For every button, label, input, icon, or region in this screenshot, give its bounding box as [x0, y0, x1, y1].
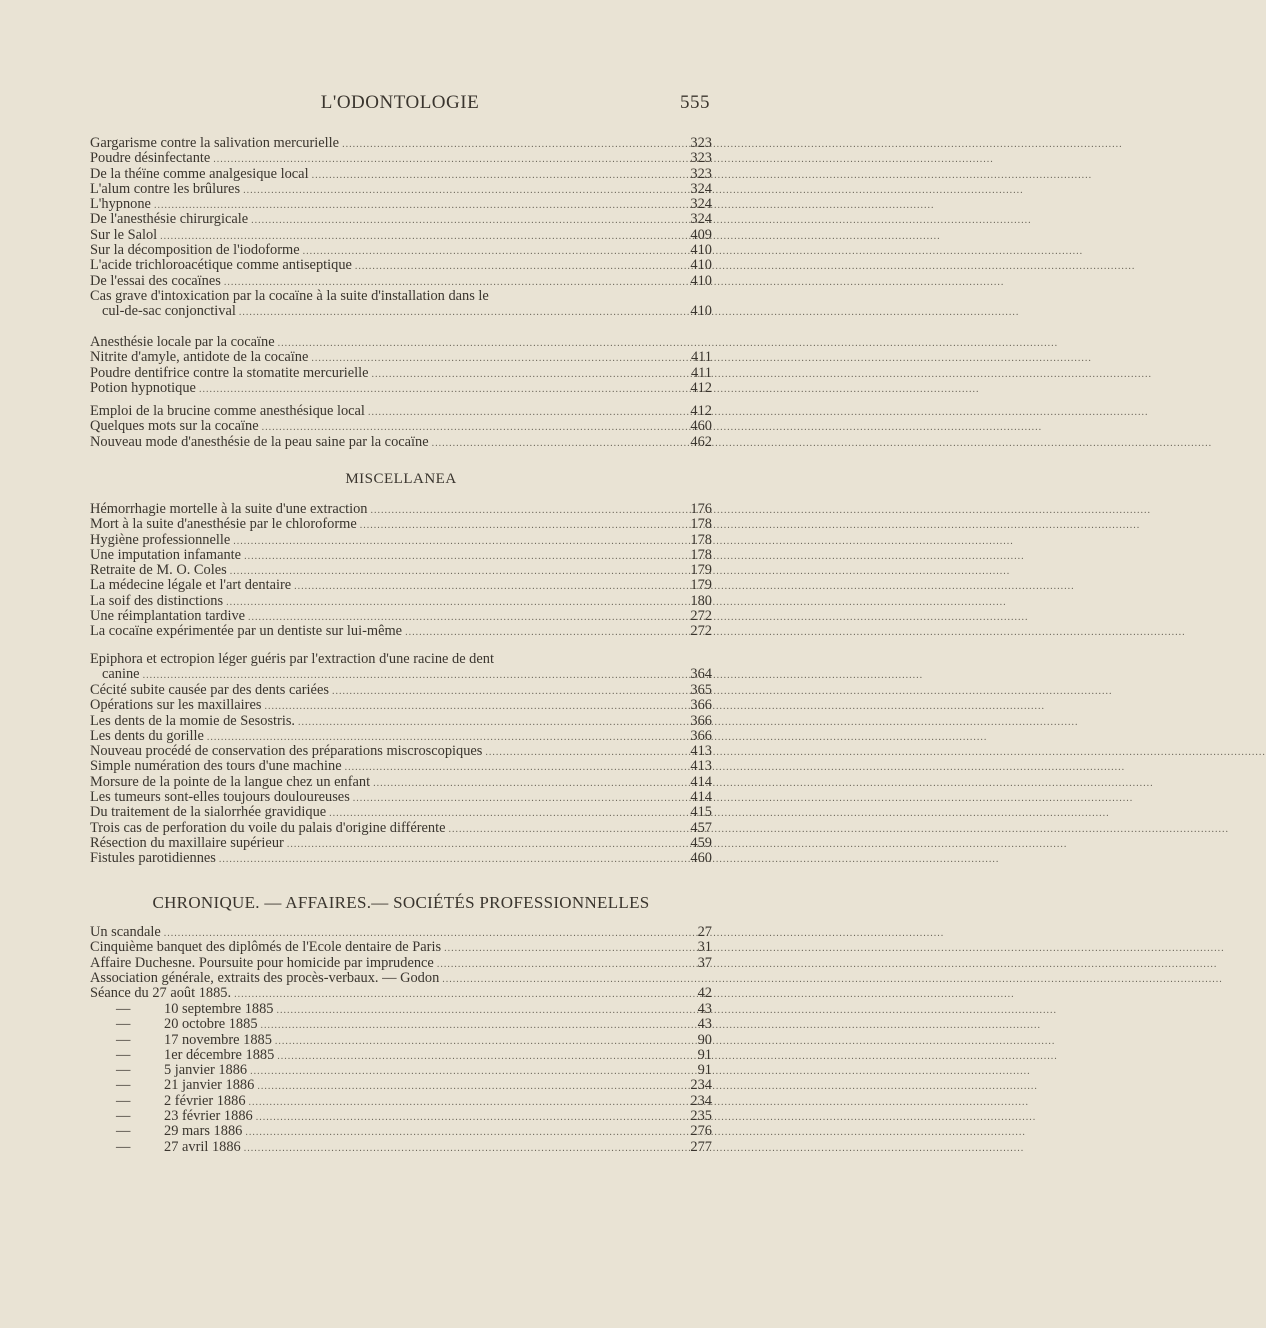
toc-entry-text: canine — [102, 666, 140, 683]
leader-dots — [239, 305, 675, 320]
toc-entry-text: Nitrite d'amyle, antidote de la cocaïne — [90, 349, 309, 366]
toc-entry — [90, 683, 712, 698]
toc-page-number: 178 — [690, 546, 712, 563]
toc-page-number: 410 — [690, 242, 712, 259]
leader-dots — [249, 1095, 675, 1110]
toc-entry-text: Sur la décomposition de l'iodoforme — [90, 242, 300, 259]
toc-page-number: 272 — [690, 608, 712, 625]
leader-dots — [355, 259, 675, 274]
toc-entry-text: L'acide trichloroacétique comme antiseptique — [90, 257, 352, 274]
toc-page-number: 460 — [690, 418, 712, 435]
toc-entry — [90, 836, 712, 851]
toc-page-number: 415 — [690, 804, 712, 821]
toc-entry — [90, 759, 712, 774]
toc-entry-text: 1er décembre 1885 — [164, 1046, 275, 1063]
leader-dots — [234, 987, 675, 1002]
toc-entry-text: De l'anesthésie chirurgicale — [90, 211, 249, 228]
toc-entry — [90, 1002, 712, 1017]
toc-entry-text: 27 avril 1886 — [164, 1138, 241, 1155]
toc-entry-text: cul-de-sac conjonctival — [102, 303, 236, 320]
leader-dots — [360, 518, 675, 533]
toc-entry-text: Cinquième banquet des diplômés de l'Ecole dentaire de Paris — [90, 939, 442, 956]
leader-dots — [294, 579, 675, 594]
leader-dots — [372, 367, 675, 382]
toc-page-number: 365 — [690, 682, 712, 698]
ditto-dash: — — [116, 1092, 131, 1109]
toc-entry-text: Gargarisme contre la salivation mercurielle — [90, 135, 340, 151]
leader-dots — [353, 791, 675, 806]
toc-page-number: 413 — [690, 743, 712, 760]
toc-entry-text: La cocaïne expérimentée par un dentiste sur lui-même — [90, 623, 403, 640]
toc-entry — [90, 1033, 712, 1048]
leader-dots — [345, 760, 675, 775]
toc-page-number: 414 — [690, 789, 712, 806]
toc-entry — [90, 212, 712, 227]
ditto-dash: — — [116, 1001, 131, 1017]
toc-page-number: 410 — [690, 257, 712, 274]
toc-page-number: 176 — [690, 501, 712, 517]
toc-entry — [90, 1048, 712, 1063]
toc-entry-text: Les tumeurs sont-elles toujours douloureuses — [90, 789, 350, 806]
toc-entry — [90, 667, 712, 682]
toc-entry — [90, 698, 712, 713]
toc-entry — [90, 714, 712, 729]
leader-dots — [277, 1003, 675, 1018]
toc-entry-label — [90, 1124, 242, 1139]
toc-entry — [90, 151, 712, 166]
leader-dots — [312, 168, 675, 183]
toc-entry — [90, 435, 712, 450]
toc-block-1 — [90, 136, 712, 289]
toc-entry-label — [90, 1048, 274, 1063]
toc-entry — [90, 1078, 712, 1093]
toc-page-number: 91 — [697, 1046, 712, 1063]
toc-entry — [90, 790, 712, 805]
leader-dots — [245, 1125, 675, 1140]
leader-dots — [277, 1049, 675, 1064]
toc-entry-text: Nouveau procédé de conservation des préparations miscroscopiques — [90, 743, 483, 760]
toc-page-number: 324 — [690, 196, 712, 213]
toc-entry — [90, 197, 712, 212]
toc-page-number: 413 — [690, 758, 712, 775]
toc-entry — [90, 350, 712, 365]
leader-dots — [298, 715, 675, 730]
toc-entry-text: 23 février 1886 — [164, 1108, 253, 1125]
toc-entry — [90, 956, 712, 971]
leader-dots — [275, 1034, 675, 1049]
miscellanea-wrapped-entry — [90, 652, 712, 683]
toc-entry — [90, 775, 712, 790]
toc-entry — [90, 1017, 712, 1032]
toc-entry — [90, 404, 712, 419]
page-number: 555 — [680, 92, 710, 113]
leader-dots — [342, 137, 675, 152]
toc-page-number: 324 — [690, 180, 712, 197]
toc-block-3 — [90, 404, 712, 450]
toc-entry — [90, 563, 712, 578]
toc-entry-text: Association générale, extraits des procès-verbaux. — Godon — [90, 969, 440, 986]
toc-entry — [90, 609, 712, 624]
section-title-miscellanea: MISCELLANEA — [345, 471, 457, 487]
toc-entry-text: Sur le Salol — [90, 226, 158, 243]
toc-page-number: 179 — [690, 562, 712, 579]
leader-dots — [448, 822, 675, 837]
ditto-dash: — — [116, 1123, 131, 1140]
leader-dots — [257, 1079, 675, 1094]
toc-entry — [90, 167, 712, 182]
toc-entry — [90, 182, 712, 197]
toc-entry — [90, 1094, 712, 1109]
toc-entry-text: 17 novembre 1885 — [164, 1031, 272, 1048]
toc-entry — [90, 1140, 712, 1155]
leader-dots — [264, 699, 675, 714]
toc-wrapped-entry — [90, 289, 712, 320]
toc-entry — [90, 381, 712, 396]
toc-entry-text: Un scandale — [90, 924, 161, 940]
toc-entry — [90, 258, 712, 273]
miscellanea-block-2 — [90, 683, 712, 867]
toc-page-number: 42 — [697, 985, 712, 1002]
toc-entry-text: La soif des distinctions — [90, 592, 224, 609]
toc-entry-text: De l'essai des cocaïnes — [90, 272, 221, 289]
toc-entry-text: Affaire Duchesne. Poursuite pour homicide par imprudence — [90, 954, 434, 971]
toc-entry-text: Mort à la suite d'anesthésie par le chloroforme — [90, 516, 357, 533]
toc-page-number: 462 — [690, 433, 712, 450]
toc-entry — [90, 594, 712, 609]
toc-page-number: 410 — [690, 303, 712, 320]
toc-page-number: 409 — [690, 226, 712, 243]
toc-page-number: 27 — [697, 924, 712, 940]
leader-dots — [199, 382, 675, 397]
toc-entry — [90, 986, 712, 1001]
leader-dots — [442, 972, 675, 987]
leader-dots — [243, 183, 675, 198]
leader-dots — [256, 1110, 675, 1125]
toc-entry-text: Morsure de la pointe de la langue chez un enfant — [90, 773, 371, 790]
toc-entry — [90, 502, 712, 517]
toc-entry — [90, 419, 712, 434]
toc-entry-line: Epiphora et ectropion léger guéris par l'extraction d'une racine de dent — [90, 651, 494, 667]
toc-entry-text: Cécité subite causée par des dents cariées — [90, 682, 329, 698]
toc-page-number: 412 — [690, 379, 712, 396]
leader-dots — [244, 1141, 675, 1156]
toc-entry — [90, 971, 712, 986]
toc-entry-text: La médecine légale et l'art dentaire — [90, 577, 292, 594]
toc-entry-text: Trois cas de perforation du voile du palais d'origine différente — [90, 819, 446, 836]
toc-entry-text: 21 janvier 1886 — [164, 1077, 255, 1094]
ditto-dash: — — [116, 1062, 131, 1079]
toc-page-number: 179 — [690, 577, 712, 594]
leader-dots — [373, 776, 675, 791]
toc-entry-line: Cas grave d'intoxication par la cocaïne à la suite d'installation dans le — [90, 288, 489, 304]
ditto-dash: — — [116, 1031, 131, 1048]
toc-page-number: 411 — [690, 349, 712, 366]
toc-page-number: 366 — [690, 727, 712, 744]
toc-page-number: 366 — [690, 697, 712, 714]
toc-page-number: 323 — [690, 150, 712, 167]
toc-page-number: 43 — [697, 1001, 712, 1017]
toc-entry-text: L'alum contre les brûlures — [90, 180, 241, 197]
toc-entry — [90, 805, 712, 820]
ditto-dash: — — [116, 1016, 131, 1033]
toc-entry — [90, 1063, 712, 1078]
toc-page-number: 277 — [690, 1138, 712, 1155]
toc-entry-text: Anesthésie locale par la cocaïne — [90, 334, 275, 350]
toc-entry-text: Séance du 27 août 1885. — [90, 985, 232, 1002]
miscellanea-block-1 — [90, 502, 712, 640]
toc-entry-text: 5 janvier 1886 — [164, 1062, 248, 1079]
toc-page-number: 178 — [690, 531, 712, 548]
toc-entry-label — [90, 1140, 241, 1155]
toc-page-number: 414 — [690, 773, 712, 790]
toc-page-number: 43 — [697, 1016, 712, 1033]
toc-entry — [90, 729, 712, 744]
toc-entry-label — [90, 1033, 272, 1048]
toc-entry-text: Retraite de M. O. Coles — [90, 562, 227, 579]
toc-entry-text: 20 octobre 1885 — [164, 1016, 258, 1033]
toc-entry-text: Hygiène professionnelle — [90, 531, 231, 548]
toc-entry — [90, 925, 712, 940]
toc-page-number: 412 — [690, 403, 712, 419]
leader-dots — [444, 941, 675, 956]
leader-dots — [261, 1018, 675, 1033]
leader-dots — [485, 745, 675, 760]
running-header — [90, 92, 710, 116]
toc-page-number: 178 — [690, 516, 712, 533]
toc-entry — [90, 1109, 712, 1124]
toc-entry — [90, 744, 712, 759]
toc-page-number: 90 — [697, 1031, 712, 1048]
leader-dots — [219, 852, 675, 867]
leader-dots — [437, 957, 675, 972]
toc-page-number: 234 — [690, 1092, 712, 1109]
toc-page-number: 276 — [690, 1123, 712, 1140]
toc-entry-text: Poudre désinfectante — [90, 150, 211, 167]
toc-page-number: 366 — [690, 712, 712, 729]
toc-entry — [90, 136, 712, 151]
toc-entry-text: Les dents du gorille — [90, 727, 204, 744]
toc-page-number: 323 — [690, 165, 712, 182]
toc-entry-text: Quelques mots sur la cocaïne — [90, 418, 259, 435]
leader-dots — [226, 595, 675, 610]
toc-entry-text: 10 septembre 1885 — [164, 1001, 274, 1017]
toc-entry-text: 29 mars 1886 — [164, 1123, 243, 1140]
toc-entry — [90, 366, 712, 381]
toc-entry-label — [90, 1109, 253, 1124]
leader-dots — [233, 534, 675, 549]
toc-entry-label — [90, 1094, 246, 1109]
toc-page-number: 91 — [697, 1062, 712, 1079]
toc-entry-label — [90, 1017, 258, 1032]
toc-entry — [90, 624, 712, 639]
toc-entry — [90, 274, 712, 289]
toc-page-number: 459 — [690, 834, 712, 851]
leader-dots — [251, 213, 675, 228]
leader-dots — [230, 564, 675, 579]
toc-page-number: 31 — [697, 939, 712, 956]
toc-entry-text: Nouveau mode d'anesthésie de la peau saine par la cocaïne — [90, 433, 429, 450]
toc-page-number: 37 — [697, 954, 712, 971]
chronique-dash-block — [90, 1002, 712, 1155]
toc-block-2 — [90, 335, 712, 396]
toc-page-number: 410 — [690, 272, 712, 289]
leader-dots — [368, 405, 675, 420]
toc-entry-text: 2 février 1886 — [164, 1092, 246, 1109]
toc-entry-text: Hémorrhagie mortelle à la suite d'une extraction — [90, 501, 368, 517]
toc-entry-text: Poudre dentifrice contre la stomatite mercurielle — [90, 364, 369, 381]
toc-page-number: 457 — [690, 819, 712, 836]
toc-entry — [90, 228, 712, 243]
toc-entry — [90, 517, 712, 532]
ditto-dash: — — [116, 1046, 131, 1063]
leader-dots — [250, 1064, 675, 1079]
leader-dots — [287, 837, 675, 852]
toc-entry — [90, 578, 712, 593]
toc-page-number: 364 — [690, 666, 712, 683]
leader-dots — [244, 549, 675, 564]
leader-dots — [432, 436, 675, 451]
leader-dots — [303, 244, 675, 259]
toc-entry-label — [90, 1002, 274, 1017]
toc-entry-text: Simple numération des tours d'une machine — [90, 758, 342, 775]
toc-entry-text: L'hypnone — [90, 196, 151, 213]
toc-entry — [90, 548, 712, 563]
toc-entry-text: Résection du maxillaire supérieur — [90, 834, 284, 851]
toc-entry-label — [90, 1063, 247, 1078]
leader-dots — [278, 336, 675, 351]
toc-entry-text: Les dents de la momie de Sesostris. — [90, 712, 296, 729]
toc-entry-label — [90, 1078, 254, 1093]
toc-page-number: 234 — [690, 1077, 712, 1094]
toc-page-number: 272 — [690, 623, 712, 640]
toc-entry-text: Potion hypnotique — [90, 379, 196, 396]
toc-page-number: 235 — [690, 1108, 712, 1125]
toc-entry-text: Opérations sur les maxillaires — [90, 697, 262, 714]
toc-entry-text: Une réimplantation tardive — [90, 608, 246, 625]
ditto-dash: — — [116, 1108, 131, 1125]
toc-entry — [90, 940, 712, 955]
leader-dots — [405, 625, 675, 640]
section-title-chronique: CHRONIQUE. — AFFAIRES.— SOCIÉTÉS PROFESSIONNELLES — [152, 893, 650, 912]
toc-entry — [90, 533, 712, 548]
toc-page-number: 324 — [690, 211, 712, 228]
toc-page-number: 460 — [690, 850, 712, 867]
leader-dots — [332, 684, 675, 699]
toc-entry-text: Une imputation infamante — [90, 546, 242, 563]
leader-dots — [371, 503, 675, 518]
ditto-dash: — — [116, 1138, 131, 1155]
ditto-dash: — — [116, 1077, 131, 1094]
toc-entry — [90, 851, 712, 866]
toc-entry-text: Du traitement de la sialorrhée gravidique — [90, 804, 327, 821]
toc-entry-text: Fistules parotidiennes — [90, 850, 216, 867]
toc-entry — [90, 1124, 712, 1139]
toc-page-number: 411 — [690, 364, 712, 381]
toc-entry — [90, 304, 712, 319]
toc-page-number: 323 — [690, 135, 712, 151]
toc-entry-text: Emploi de la brucine comme anesthésique local — [90, 403, 365, 419]
chronique-block — [90, 925, 712, 1001]
toc-entry — [90, 243, 712, 258]
toc-entry — [90, 335, 712, 350]
toc-entry-text: De la théïne comme analgesique local — [90, 165, 309, 182]
toc-entry — [90, 821, 712, 836]
toc-page-number: 180 — [690, 592, 712, 609]
journal-title: L'ODONTOLOGIE — [320, 92, 480, 113]
